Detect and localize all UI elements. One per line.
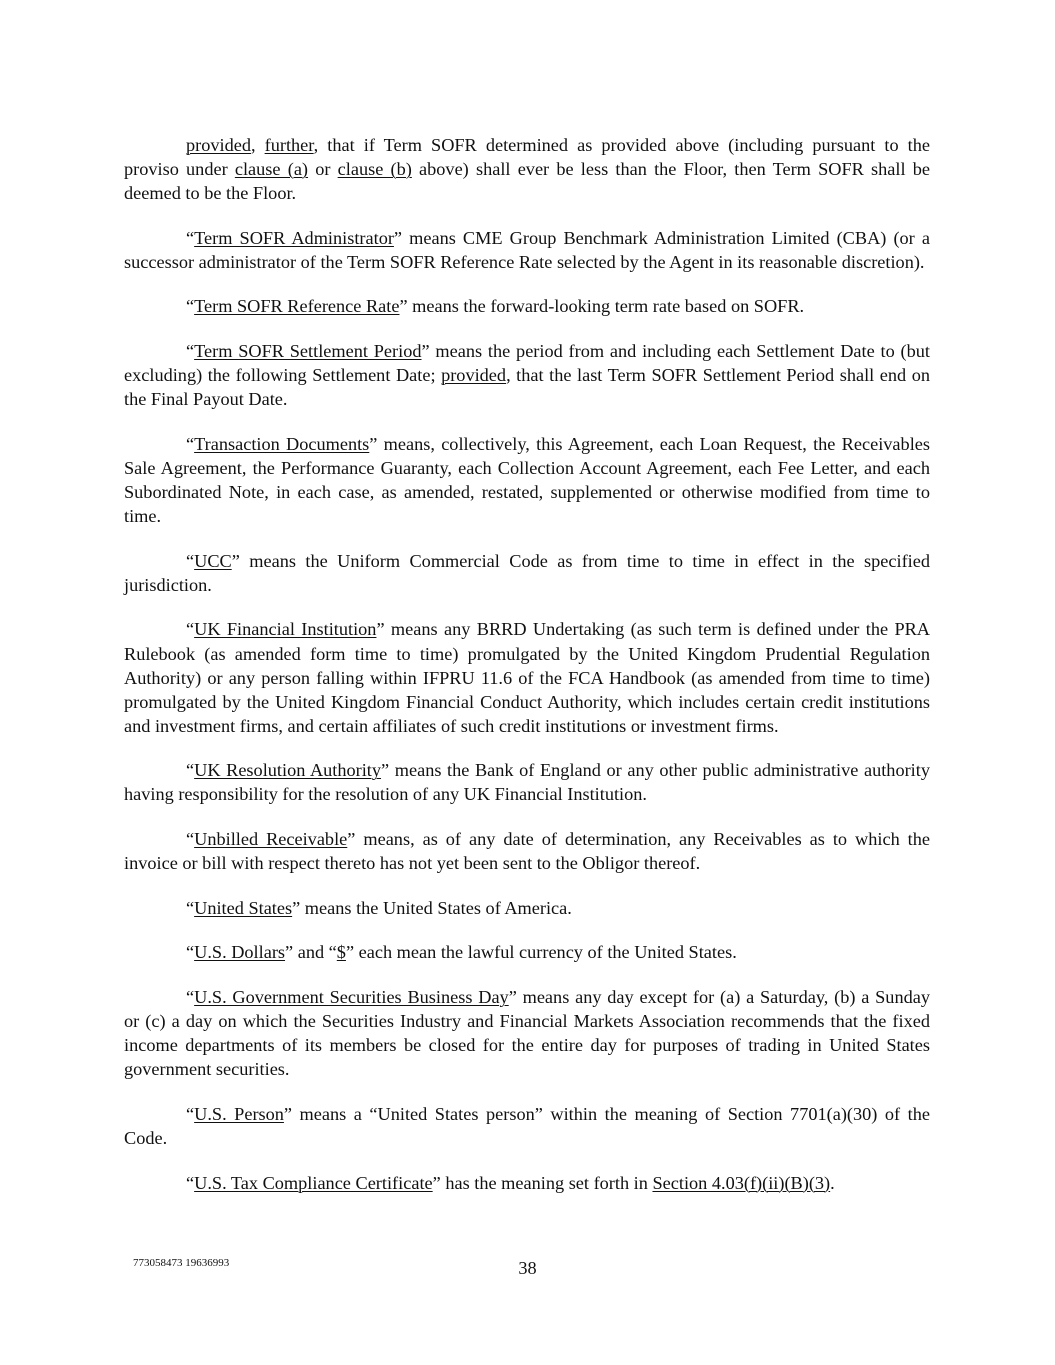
segment: , that if Term SOFR determined as provided above (including pursuant to the proviso under	[124, 135, 931, 180]
definition-term-sofr-settlement-period	[124, 339, 930, 411]
defined-term: $	[336, 942, 346, 963]
segment: ” has the meaning set forth in	[432, 1172, 653, 1193]
segment: “	[186, 341, 195, 362]
definition-us-government-securities-business-day	[124, 985, 930, 1081]
definition-united-states	[124, 896, 930, 920]
definition-ucc	[124, 549, 930, 597]
defined-term: U.S. Government Securities Business Day	[194, 986, 509, 1007]
segment: ” means the Bank of England or any other public administrative authority having responsibility for the resolution of any UK Financial Institution.	[124, 760, 930, 805]
definition-uk-financial-institution	[124, 617, 930, 737]
defined-term: UK Financial Institution	[194, 619, 377, 640]
segment: ” means the period from and including each Settlement Date to (but excluding) the following Settlement Date;	[124, 341, 931, 386]
segment: further	[264, 135, 314, 155]
segment: “	[186, 550, 195, 571]
segment: ” means, as of any date of determination, any Receivables as to which the invoice or bill with respect thereto has not yet been sent to the Obligor thereof.	[124, 829, 931, 874]
segment: ” means the forward-looking term rate based on SOFR.	[399, 296, 805, 317]
segment: “	[186, 433, 195, 454]
segment: “	[186, 296, 195, 317]
definition-unbilled-receivable	[124, 827, 930, 875]
defined-term: U.S. Tax Compliance Certificate	[194, 1172, 433, 1193]
segment: provided	[186, 135, 251, 155]
segment: clause (a)	[234, 159, 309, 180]
segment: ” means any BRRD Undertaking (as such term is defined under the PRA Rulebook (as amended form time to time) promulgated by the United Kingdom Prudential Regulation Authority) or any person falling within IFPRU 11.6 of the FCA Handbook (as amended from time to time) promulgated by the United Kingdom Financial Conduct Authority, which includes certain credit institutions and investment firms, and certain affiliates of such credit institutions or investment firms.	[124, 619, 931, 736]
segment: ” means the Uniform Commercial Code as from time to time in effect in the specified jurisdiction.	[124, 550, 930, 595]
segment: “	[186, 1172, 195, 1193]
definition-transaction-documents	[124, 432, 930, 528]
defined-term: UK Resolution Authority	[194, 760, 382, 781]
defined-term: UCC	[194, 550, 232, 571]
segment: provided	[441, 365, 507, 386]
segment: clause (b)	[337, 159, 412, 180]
segment: ” means, collectively, this Agreement, each Loan Request, the Receivables Sale Agreement, the Performance Guaranty, each Collection Account Agreement, each Fee Letter, and each Subordinated Note, in each case, as amended, restated, supplemented or otherwise modified from time to time.	[124, 433, 930, 527]
segment: ” means the United States of America.	[292, 897, 572, 918]
segment: above) shall ever be less than the Floor, then Term SOFR shall be deemed to be the Floor.	[124, 159, 930, 204]
definition-us-tax-compliance-certificate	[124, 1171, 930, 1195]
segment: ” means any day except for (a) a Saturday, (b) a Sunday or (c) a day on which the Securities Industry and Financial Markets Association recommends that the fixed income departments of its members be closed for the entire day for purposes of trading in United States government securities.	[124, 986, 930, 1080]
document-body	[124, 133, 930, 1215]
section-reference: Section 4.03(f)(ii)(B)(3)	[652, 1172, 831, 1193]
document-id: 773058473 19636993	[133, 1257, 230, 1269]
defined-term: United States	[194, 897, 293, 918]
segment: “	[186, 829, 195, 850]
segment: .	[830, 1172, 835, 1193]
segment: “	[186, 760, 195, 781]
segment: or	[308, 159, 338, 180]
segment: “	[186, 942, 195, 963]
paragraph-proviso	[124, 133, 930, 205]
segment: ,	[250, 135, 265, 155]
segment: “	[186, 986, 195, 1007]
segment: , that the last Term SOFR Settlement Period shall end on the Final Payout Date.	[124, 365, 930, 410]
segment: ” each mean the lawful currency of the United States.	[345, 942, 737, 963]
segment: “	[186, 1103, 195, 1124]
segment: ” and “	[285, 942, 337, 963]
definition-us-dollars	[124, 940, 930, 964]
segment: “	[186, 897, 195, 918]
defined-term: Unbilled Receivable	[194, 829, 348, 850]
definition-term-sofr-administrator	[124, 226, 930, 274]
segment: ” means CME Group Benchmark Administration Limited (CBA) (or a successor administrator of the Term SOFR Reference Rate selected by the Agent in its reasonable discretion).	[124, 227, 930, 272]
defined-term: Term SOFR Reference Rate	[194, 296, 400, 317]
page-number: 38	[518, 1258, 537, 1278]
segment: “	[186, 619, 195, 640]
definition-term-sofr-reference-rate	[124, 294, 930, 318]
definition-us-person	[124, 1102, 930, 1150]
defined-term: Transaction Documents	[194, 433, 370, 454]
definition-uk-resolution-authority	[124, 758, 930, 806]
segment: ” means a “United States person” within the meaning of Section 7701(a)(30) of the Code.	[124, 1103, 930, 1148]
defined-term: Term SOFR Administrator	[194, 227, 394, 248]
defined-term: U.S. Dollars	[194, 942, 286, 963]
defined-term: Term SOFR Settlement Period	[194, 341, 422, 362]
segment: “	[186, 227, 195, 248]
defined-term: U.S. Person	[194, 1103, 284, 1124]
